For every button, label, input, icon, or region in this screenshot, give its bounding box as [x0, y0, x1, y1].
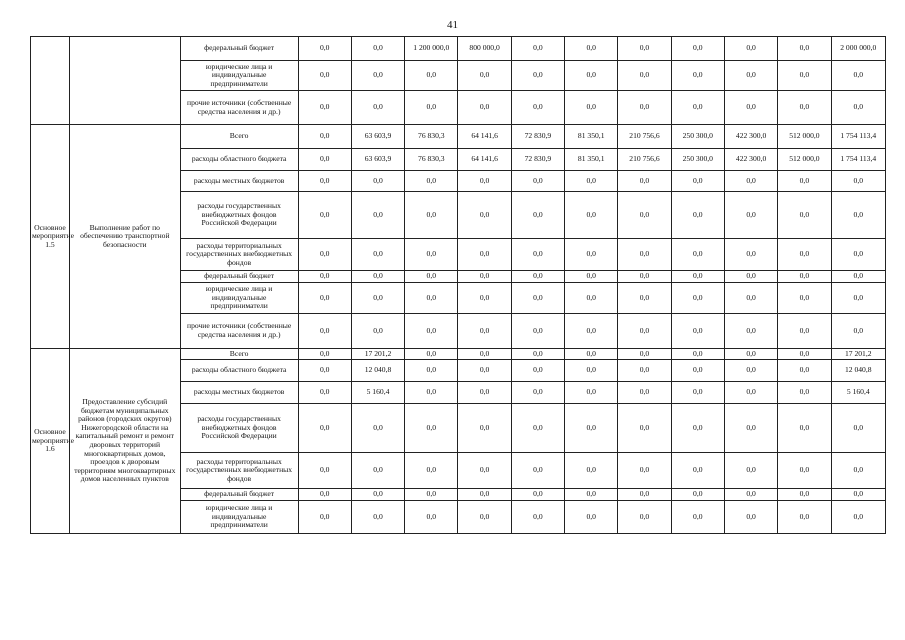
- value-cell: 0,0: [351, 489, 404, 501]
- value-cell: 0,0: [405, 404, 458, 453]
- value-cell: 0,0: [724, 271, 777, 283]
- measure-name-cell: Предоставление субсидий бюджетам муниципальных районов (городских округов) Нижегородской области на капитальный ремонт и ремонт дворовых территорий многоквартирных домов, проездов к дворовым территориям многоквартирных домов населенных пунктов: [69, 349, 180, 534]
- value-cell: 0,0: [618, 37, 671, 61]
- value-cell: 0,0: [458, 349, 511, 360]
- value-cell: 0,0: [618, 171, 671, 192]
- value-cell: 0,0: [724, 37, 777, 61]
- value-cell: 0,0: [511, 501, 564, 534]
- value-cell: 512 000,0: [778, 149, 831, 171]
- value-cell: 0,0: [298, 489, 351, 501]
- value-cell: 0,0: [565, 61, 618, 91]
- value-cell: 0,0: [351, 239, 404, 271]
- value-cell: 422 300,0: [724, 149, 777, 171]
- value-cell: 0,0: [511, 37, 564, 61]
- value-cell: 0,0: [618, 501, 671, 534]
- funding-source-cell: расходы государственных внебюджетных фондов Российской Федерации: [180, 192, 298, 239]
- value-cell: 0,0: [778, 271, 831, 283]
- value-cell: 0,0: [298, 271, 351, 283]
- value-cell: 0,0: [405, 360, 458, 382]
- value-cell: 0,0: [671, 349, 724, 360]
- measure-code-cell: Основное мероприятие 1.5: [31, 125, 70, 349]
- value-cell: 0,0: [778, 283, 831, 314]
- value-cell: 0,0: [565, 192, 618, 239]
- value-cell: 0,0: [618, 360, 671, 382]
- value-cell: 422 300,0: [724, 125, 777, 149]
- value-cell: 0,0: [618, 192, 671, 239]
- value-cell: 0,0: [565, 453, 618, 489]
- value-cell: 0,0: [405, 239, 458, 271]
- value-cell: 0,0: [458, 283, 511, 314]
- value-cell: 0,0: [351, 501, 404, 534]
- value-cell: 0,0: [831, 171, 885, 192]
- value-cell: 0,0: [458, 453, 511, 489]
- value-cell: 0,0: [458, 239, 511, 271]
- value-cell: 0,0: [298, 314, 351, 349]
- value-cell: 64 141,6: [458, 125, 511, 149]
- value-cell: 0,0: [724, 404, 777, 453]
- value-cell: 0,0: [511, 360, 564, 382]
- value-cell: 0,0: [298, 149, 351, 171]
- funding-source-cell: расходы территориальных государственных внебюджетных фондов: [180, 239, 298, 271]
- measure-code-cell: [31, 37, 70, 125]
- value-cell: 0,0: [565, 171, 618, 192]
- value-cell: 0,0: [405, 489, 458, 501]
- value-cell: 0,0: [778, 314, 831, 349]
- value-cell: 0,0: [458, 382, 511, 404]
- value-cell: 0,0: [351, 61, 404, 91]
- value-cell: 0,0: [831, 192, 885, 239]
- value-cell: 0,0: [618, 314, 671, 349]
- value-cell: 0,0: [351, 192, 404, 239]
- funding-source-cell: расходы местных бюджетов: [180, 382, 298, 404]
- value-cell: 72 830,9: [511, 149, 564, 171]
- value-cell: 17 201,2: [831, 349, 885, 360]
- value-cell: 0,0: [724, 283, 777, 314]
- funding-source-cell: федеральный бюджет: [180, 271, 298, 283]
- page-number: 41: [447, 19, 458, 31]
- value-cell: 0,0: [671, 61, 724, 91]
- value-cell: 0,0: [458, 171, 511, 192]
- value-cell: 0,0: [724, 61, 777, 91]
- value-cell: 76 830,3: [405, 149, 458, 171]
- funding-source-cell: федеральный бюджет: [180, 489, 298, 501]
- value-cell: 0,0: [618, 404, 671, 453]
- value-cell: 0,0: [298, 404, 351, 453]
- value-cell: 0,0: [671, 283, 724, 314]
- value-cell: 0,0: [671, 171, 724, 192]
- value-cell: 0,0: [405, 91, 458, 125]
- value-cell: 0,0: [351, 37, 404, 61]
- funding-source-cell: расходы областного бюджета: [180, 149, 298, 171]
- value-cell: 0,0: [511, 382, 564, 404]
- value-cell: 0,0: [778, 91, 831, 125]
- value-cell: 0,0: [405, 501, 458, 534]
- value-cell: 0,0: [671, 192, 724, 239]
- value-cell: 0,0: [405, 453, 458, 489]
- value-cell: 0,0: [298, 382, 351, 404]
- value-cell: 0,0: [724, 239, 777, 271]
- value-cell: 0,0: [565, 239, 618, 271]
- value-cell: 64 141,6: [458, 149, 511, 171]
- value-cell: 512 000,0: [778, 125, 831, 149]
- value-cell: 0,0: [618, 271, 671, 283]
- value-cell: 0,0: [298, 239, 351, 271]
- value-cell: 0,0: [724, 382, 777, 404]
- value-cell: 0,0: [565, 271, 618, 283]
- value-cell: 0,0: [298, 360, 351, 382]
- value-cell: 1 200 000,0: [405, 37, 458, 61]
- value-cell: 76 830,3: [405, 125, 458, 149]
- value-cell: 0,0: [618, 453, 671, 489]
- value-cell: 0,0: [778, 61, 831, 91]
- funding-source-cell: Всего: [180, 349, 298, 360]
- value-cell: 0,0: [511, 283, 564, 314]
- funding-source-cell: федеральный бюджет: [180, 37, 298, 61]
- value-cell: 0,0: [831, 271, 885, 283]
- value-cell: 0,0: [405, 192, 458, 239]
- value-cell: 0,0: [618, 91, 671, 125]
- value-cell: 210 756,6: [618, 125, 671, 149]
- value-cell: 250 300,0: [671, 125, 724, 149]
- value-cell: 0,0: [778, 489, 831, 501]
- value-cell: 63 603,9: [351, 149, 404, 171]
- value-cell: 0,0: [458, 271, 511, 283]
- value-cell: 0,0: [298, 192, 351, 239]
- value-cell: 0,0: [351, 283, 404, 314]
- value-cell: 0,0: [618, 283, 671, 314]
- value-cell: 0,0: [298, 349, 351, 360]
- value-cell: 210 756,6: [618, 149, 671, 171]
- value-cell: 0,0: [565, 37, 618, 61]
- funding-source-cell: юридические лица и индивидуальные предприниматели: [180, 283, 298, 314]
- value-cell: 0,0: [778, 453, 831, 489]
- value-cell: 0,0: [298, 171, 351, 192]
- value-cell: 0,0: [351, 453, 404, 489]
- value-cell: 0,0: [351, 91, 404, 125]
- value-cell: 0,0: [831, 404, 885, 453]
- value-cell: 0,0: [298, 125, 351, 149]
- value-cell: 0,0: [511, 404, 564, 453]
- value-cell: 1 754 113,4: [831, 149, 885, 171]
- value-cell: 0,0: [618, 382, 671, 404]
- value-cell: 0,0: [298, 453, 351, 489]
- value-cell: 0,0: [351, 404, 404, 453]
- value-cell: 0,0: [778, 501, 831, 534]
- value-cell: 0,0: [565, 404, 618, 453]
- value-cell: 0,0: [405, 171, 458, 192]
- value-cell: 0,0: [618, 489, 671, 501]
- value-cell: 0,0: [671, 37, 724, 61]
- value-cell: 0,0: [778, 192, 831, 239]
- value-cell: 0,0: [458, 360, 511, 382]
- measure-name-cell: [69, 37, 180, 125]
- value-cell: 0,0: [298, 61, 351, 91]
- value-cell: 5 160,4: [351, 382, 404, 404]
- budget-table: [30, 36, 886, 534]
- funding-source-cell: прочие источники (собственные средства населения и др.): [180, 91, 298, 125]
- value-cell: 0,0: [831, 239, 885, 271]
- value-cell: 0,0: [405, 314, 458, 349]
- funding-source-cell: юридические лица и индивидуальные предприниматели: [180, 501, 298, 534]
- value-cell: 2 000 000,0: [831, 37, 885, 61]
- value-cell: 0,0: [511, 171, 564, 192]
- measure-code-cell: Основное мероприятие 1.6: [31, 349, 70, 534]
- table-row: [31, 125, 886, 149]
- value-cell: 0,0: [831, 453, 885, 489]
- value-cell: 250 300,0: [671, 149, 724, 171]
- funding-source-cell: прочие источники (собственные средства населения и др.): [180, 314, 298, 349]
- value-cell: 0,0: [831, 91, 885, 125]
- value-cell: 800 000,0: [458, 37, 511, 61]
- value-cell: 17 201,2: [351, 349, 404, 360]
- value-cell: 0,0: [724, 314, 777, 349]
- value-cell: 0,0: [671, 489, 724, 501]
- value-cell: 0,0: [724, 489, 777, 501]
- value-cell: 0,0: [724, 171, 777, 192]
- value-cell: 0,0: [778, 239, 831, 271]
- value-cell: 0,0: [458, 501, 511, 534]
- value-cell: 0,0: [671, 404, 724, 453]
- value-cell: 0,0: [831, 501, 885, 534]
- value-cell: 0,0: [618, 349, 671, 360]
- value-cell: 0,0: [405, 349, 458, 360]
- value-cell: 0,0: [298, 37, 351, 61]
- funding-source-cell: юридические лица и индивидуальные предприниматели: [180, 61, 298, 91]
- value-cell: 0,0: [511, 61, 564, 91]
- value-cell: 0,0: [618, 239, 671, 271]
- value-cell: 0,0: [671, 239, 724, 271]
- value-cell: 0,0: [778, 171, 831, 192]
- value-cell: 0,0: [298, 283, 351, 314]
- value-cell: 63 603,9: [351, 125, 404, 149]
- value-cell: 0,0: [458, 404, 511, 453]
- value-cell: 0,0: [351, 314, 404, 349]
- value-cell: 0,0: [511, 489, 564, 501]
- value-cell: 0,0: [724, 349, 777, 360]
- value-cell: 0,0: [565, 283, 618, 314]
- value-cell: 0,0: [671, 453, 724, 489]
- value-cell: 0,0: [458, 489, 511, 501]
- value-cell: 0,0: [511, 192, 564, 239]
- value-cell: 0,0: [671, 382, 724, 404]
- value-cell: 0,0: [831, 283, 885, 314]
- value-cell: 0,0: [458, 314, 511, 349]
- value-cell: 12 040,8: [831, 360, 885, 382]
- value-cell: 0,0: [511, 349, 564, 360]
- value-cell: 0,0: [618, 61, 671, 91]
- value-cell: 0,0: [831, 489, 885, 501]
- value-cell: 0,0: [511, 239, 564, 271]
- value-cell: 0,0: [724, 192, 777, 239]
- value-cell: 0,0: [405, 61, 458, 91]
- value-cell: 0,0: [724, 91, 777, 125]
- value-cell: 0,0: [671, 360, 724, 382]
- value-cell: 0,0: [511, 453, 564, 489]
- table-row: [31, 349, 886, 360]
- value-cell: 0,0: [778, 349, 831, 360]
- value-cell: 0,0: [778, 404, 831, 453]
- measure-name-cell: Выполнение работ по обеспечению транспортной безопасности: [69, 125, 180, 349]
- value-cell: 12 040,8: [351, 360, 404, 382]
- value-cell: 0,0: [724, 453, 777, 489]
- value-cell: 0,0: [458, 91, 511, 125]
- value-cell: 0,0: [831, 314, 885, 349]
- value-cell: 0,0: [831, 61, 885, 91]
- value-cell: 0,0: [565, 489, 618, 501]
- value-cell: 0,0: [565, 501, 618, 534]
- value-cell: 5 160,4: [831, 382, 885, 404]
- value-cell: 0,0: [671, 314, 724, 349]
- value-cell: 0,0: [298, 501, 351, 534]
- value-cell: 0,0: [511, 271, 564, 283]
- value-cell: 0,0: [724, 360, 777, 382]
- value-cell: 0,0: [565, 91, 618, 125]
- table-row: [31, 37, 886, 61]
- funding-source-cell: расходы государственных внебюджетных фондов Российской Федерации: [180, 404, 298, 453]
- value-cell: 0,0: [778, 360, 831, 382]
- value-cell: 0,0: [724, 501, 777, 534]
- value-cell: 1 754 113,4: [831, 125, 885, 149]
- value-cell: 0,0: [351, 171, 404, 192]
- value-cell: 0,0: [351, 271, 404, 283]
- value-cell: 81 350,1: [565, 149, 618, 171]
- funding-source-cell: расходы областного бюджета: [180, 360, 298, 382]
- value-cell: 0,0: [778, 382, 831, 404]
- value-cell: 0,0: [511, 314, 564, 349]
- funding-source-cell: Всего: [180, 125, 298, 149]
- value-cell: 0,0: [565, 314, 618, 349]
- funding-source-cell: расходы местных бюджетов: [180, 171, 298, 192]
- value-cell: 72 830,9: [511, 125, 564, 149]
- value-cell: 0,0: [458, 61, 511, 91]
- value-cell: 81 350,1: [565, 125, 618, 149]
- value-cell: 0,0: [565, 382, 618, 404]
- value-cell: 0,0: [405, 271, 458, 283]
- value-cell: 0,0: [671, 91, 724, 125]
- value-cell: 0,0: [511, 91, 564, 125]
- value-cell: 0,0: [671, 271, 724, 283]
- value-cell: 0,0: [458, 192, 511, 239]
- value-cell: 0,0: [565, 360, 618, 382]
- value-cell: 0,0: [405, 382, 458, 404]
- value-cell: 0,0: [565, 349, 618, 360]
- value-cell: 0,0: [405, 283, 458, 314]
- budget-table-body: [31, 37, 886, 534]
- funding-source-cell: расходы территориальных государственных внебюджетных фондов: [180, 453, 298, 489]
- value-cell: 0,0: [298, 91, 351, 125]
- value-cell: 0,0: [778, 37, 831, 61]
- value-cell: 0,0: [671, 501, 724, 534]
